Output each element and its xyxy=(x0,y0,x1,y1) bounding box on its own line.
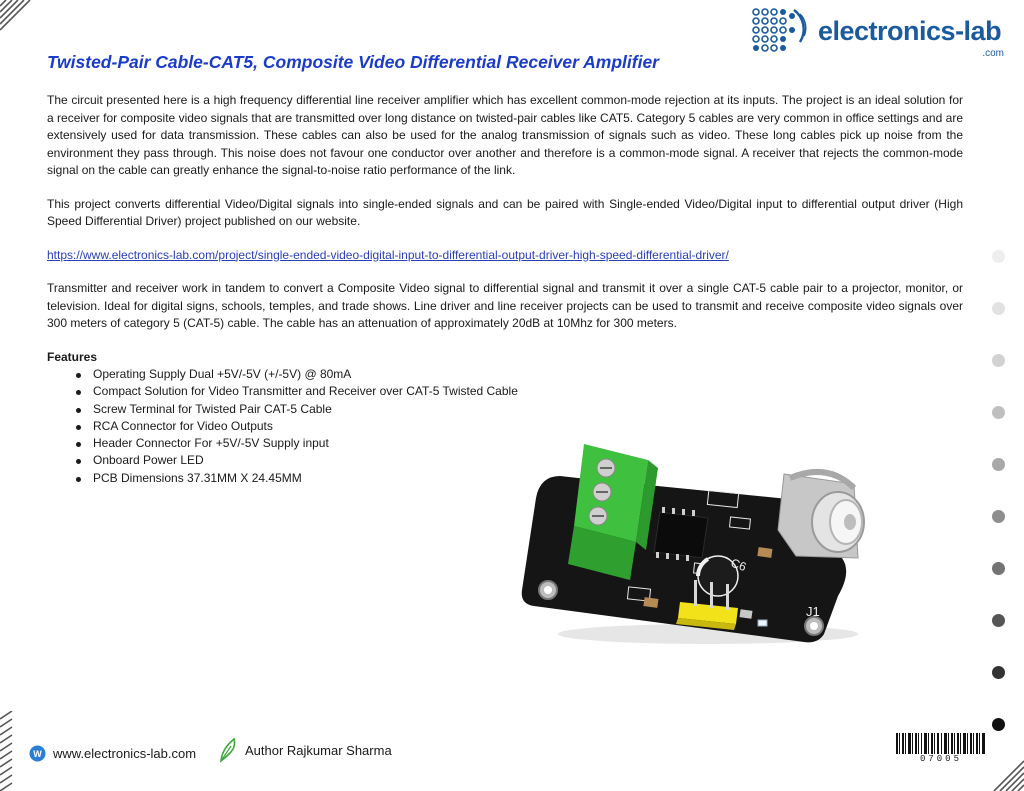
brand-suffix: .com xyxy=(982,48,1004,59)
paragraph-pairing: This project converts differential Video/Digital signals into single-ended signals and can be paired with Single-ended Video/Digital input to differential output driver (High Speed Differential Driver) project published on our website. xyxy=(47,196,963,228)
feature-item: Onboard Power LED xyxy=(47,452,963,469)
paragraph-link xyxy=(47,247,963,265)
decor-dot xyxy=(992,666,1005,679)
barcode-number: 07005 xyxy=(896,754,986,764)
decor-dot xyxy=(992,614,1005,627)
decor-dot xyxy=(992,302,1005,315)
decor-dot xyxy=(992,458,1005,471)
pcb-label-c6: C6 xyxy=(728,555,749,575)
mounting-hole xyxy=(810,622,818,630)
footer-site-url[interactable]: www.electronics-lab.com xyxy=(53,745,197,761)
brand-logo xyxy=(750,6,1018,62)
feather-icon xyxy=(218,737,238,763)
footer-website xyxy=(29,742,196,764)
decor-dot xyxy=(992,718,1005,731)
decor-dot xyxy=(992,562,1005,575)
feature-item: RCA Connector for Video Outputs xyxy=(47,418,963,435)
svg-text:W: W xyxy=(33,748,42,759)
feature-item: Screw Terminal for Twisted Pair CAT-5 Cable xyxy=(47,401,963,418)
paragraph-usage: Transmitter and receiver work in tandem to convert a Composite Video signal to differential signal and transmit it over a single CAT-5 cable pair to a projector, monitor, or television. Ideal for digital signs, schools, temples, and trade shows. Line driver and line receiver projects can be used to transmit and receive composite video signals over 300 meters of category 5 (CAT-5) cable. The cable has an attenuation of approximately 20dB at 10Mhz for 300 meters. xyxy=(47,281,963,330)
feature-item: Operating Supply Dual +5V/-5V (+/-5V) @ 80mA xyxy=(47,366,963,383)
pcb-label-j1: J1 xyxy=(806,604,820,619)
feature-item: Compact Solution for Video Transmitter and Receiver over CAT-5 Twisted Cable xyxy=(47,383,963,400)
mounting-hole xyxy=(544,586,552,594)
decorative-dot-column xyxy=(992,250,1008,740)
w-globe-icon xyxy=(29,745,46,762)
decor-dot xyxy=(992,354,1005,367)
dot-grid-logo-icon xyxy=(750,6,810,58)
features-heading: Features xyxy=(47,349,98,364)
pcb-photo xyxy=(508,438,870,650)
footer-author xyxy=(218,736,392,764)
project-link[interactable]: https://www.electronics-lab.com/project/single-ended-video-digital-input-to-differential-output-driver-high-speed-differential-driver/ xyxy=(47,247,729,262)
brand-name: electronics-lab xyxy=(818,16,1002,46)
feature-item: Header Connector For +5V/-5V Supply input xyxy=(47,435,963,452)
feature-item: PCB Dimensions 37.31MM X 24.45MM xyxy=(47,470,963,487)
corner-hatch-bottom-right xyxy=(986,753,1024,791)
corner-hatch-bottom-left xyxy=(0,711,14,791)
decor-dot xyxy=(992,406,1005,419)
page-title: Twisted-Pair Cable-CAT5, Composite Video Differential Receiver Amplifier xyxy=(47,52,659,72)
article-body xyxy=(47,92,963,487)
author-name: Author Rajkumar Sharma xyxy=(245,742,392,758)
paragraph-intro: The circuit presented here is a high frequency differential line receiver amplifier which has excellent common-mode rejection at its inputs. The project is an ideal solution for a receiver for composite video signals that are transmitted over long distance on twisted-pair cables like CAT5. Category 5 cables are very common in office settings and are extensively used for data transmission. These cables can also be used for the analog transmission of signals such as video. These long cables pick up noise from the environment they pass through. This noise does not favour one conductor over another and therefore is a common-mode signal. A receiver that rejects the common-mode signal on the cable can greatly enhance the signal-to-noise ratio performance of the link. xyxy=(47,93,963,177)
power-led xyxy=(758,620,767,626)
corner-hatch-top-left xyxy=(0,0,34,34)
decor-dot xyxy=(992,250,1005,263)
decor-dot xyxy=(992,510,1005,523)
